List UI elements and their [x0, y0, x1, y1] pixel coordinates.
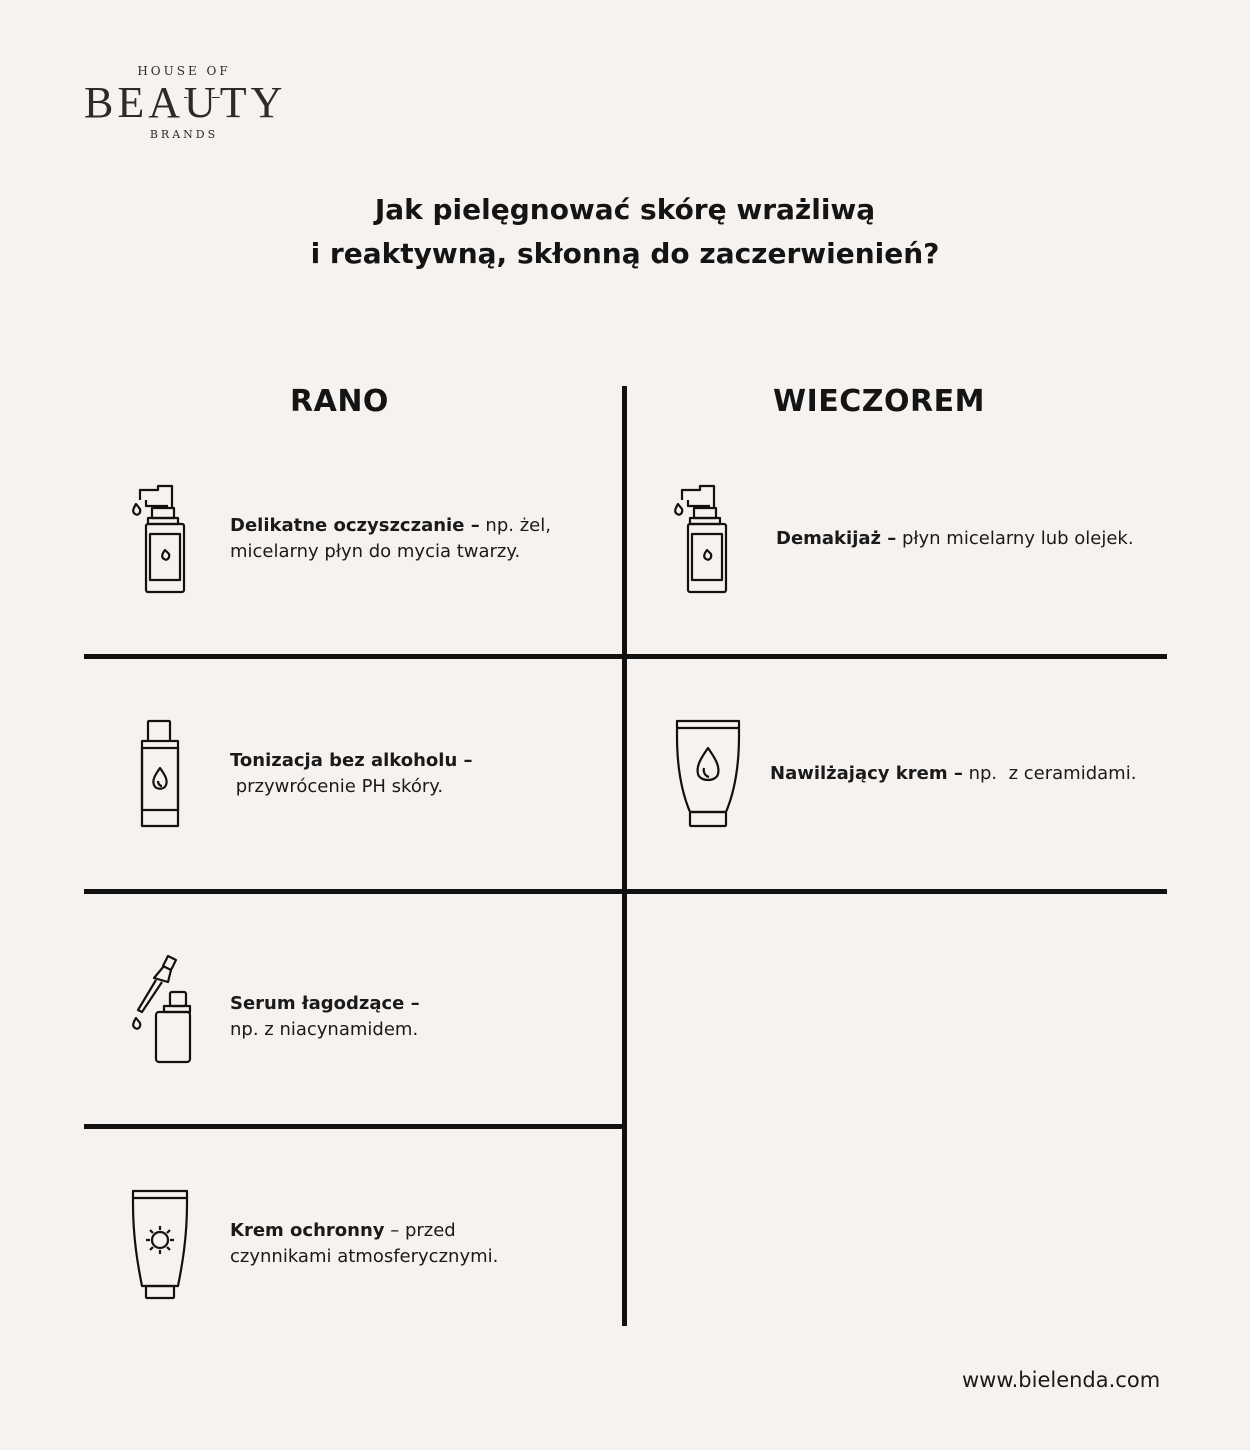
evening-step-1-text [776, 526, 1134, 552]
pump-bottle-icon [670, 484, 734, 596]
step-title: Serum łagodzące – [230, 993, 420, 1014]
logo-main-part3: TY [219, 78, 287, 127]
serum-dropper-icon [124, 952, 200, 1066]
title-line-2: i reaktywną, skłonną do zaczerwienień? [310, 237, 940, 270]
step-desc: – przed [384, 1220, 456, 1241]
step-title: Nawilżający krem – [770, 763, 963, 784]
morning-step-1-text [230, 513, 551, 565]
row-divider [84, 1124, 625, 1129]
sunscreen-tube-icon [130, 1188, 190, 1302]
page-title [0, 188, 1250, 276]
column-heading-morning: RANO [290, 384, 389, 419]
step-desc: płyn micelarny lub olejek. [896, 528, 1134, 549]
step-desc: micelarny płyn do mycia twarzy. [230, 541, 521, 562]
row-divider [84, 654, 1167, 659]
step-desc: np. żel, [479, 515, 551, 536]
step-desc: np. z ceramidami. [962, 763, 1137, 784]
step-title: Demakijaż – [776, 528, 897, 549]
brand-logo [84, 64, 287, 141]
step-desc: przywrócenie PH skóry. [230, 776, 444, 797]
step-title: Delikatne oczyszczanie – [230, 515, 480, 536]
morning-step-4-text [230, 1218, 498, 1270]
logo-line-main [84, 78, 287, 127]
row-divider [84, 889, 1167, 894]
toner-bottle-icon [136, 718, 186, 830]
morning-step-2-text [230, 748, 473, 800]
website-link[interactable]: www.bielenda.com [962, 1368, 1161, 1392]
step-desc: np. z niacynamidem. [230, 1019, 419, 1040]
title-line-1: Jak pielęgnować skórę wrażliwą [374, 193, 876, 226]
step-desc: czynnikami atmosferycznymi. [230, 1246, 499, 1267]
cream-tube-icon [672, 718, 744, 830]
step-title: Tonizacja bez alkoholu – [230, 750, 473, 771]
logo-line-top: HOUSE OF [137, 64, 231, 78]
step-title: Krem ochronny [230, 1220, 385, 1241]
logo-main-part2: U [184, 78, 220, 127]
pump-bottle-icon [128, 484, 192, 596]
logo-main-part1: BEA [84, 78, 184, 127]
logo-line-bottom: BRANDS [149, 128, 219, 141]
evening-step-2-text [770, 761, 1136, 787]
morning-step-3-text [230, 991, 420, 1043]
column-heading-evening: WIECZOREM [773, 384, 985, 419]
column-divider [622, 386, 627, 1326]
